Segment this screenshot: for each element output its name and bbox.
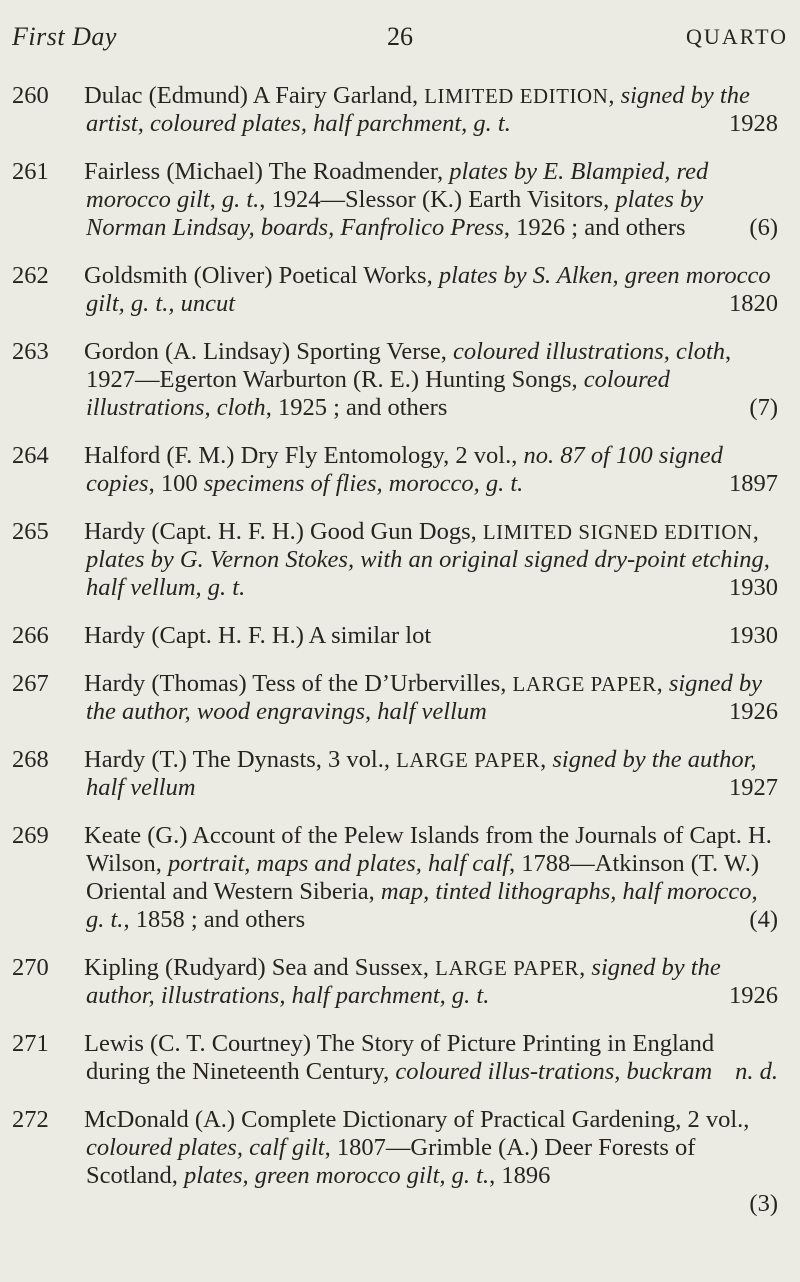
entry-date: 1926 (729, 982, 778, 1009)
entry-text-segment: coloured plates, calf gilt (86, 1134, 325, 1161)
entry-text-segment: signed by the author, wood engravings, half vellum (86, 670, 763, 725)
entry-date: 1930 (729, 622, 778, 649)
catalogue-entry (12, 338, 778, 422)
entry-description (86, 1106, 778, 1218)
lot-number: 272 (12, 1106, 49, 1133)
entry-text-segment: , 1927—Egerton Warburton (R. E.) Hunting Songs, (86, 338, 732, 393)
lot-number: 263 (12, 338, 49, 365)
entry-text-segment: coloured illustrations, cloth (453, 338, 726, 365)
entry-text-segment: Keate (G.) Account of the Pelew Islands from the Journals of Capt. H. Wilson, (84, 822, 772, 877)
entry-text-segment: no. 87 of 100 signed copies (86, 442, 723, 497)
lot-number: 270 (12, 954, 49, 981)
entry-date: (7) (749, 394, 778, 421)
entry-description (86, 1030, 778, 1086)
entry-date: 1927 (729, 774, 778, 801)
page-header (12, 22, 788, 58)
catalogue-entry (12, 158, 778, 242)
entry-text-segment: , (608, 82, 621, 109)
lot-number: 266 (12, 622, 49, 649)
catalogue-entry (12, 518, 778, 602)
entry-text-segment: , (752, 518, 759, 545)
catalogue-entry (12, 746, 778, 802)
entry-text-segment: Hardy (Capt. H. F. H.) Good Gun Dogs, (84, 518, 483, 545)
lot-number: 260 (12, 82, 49, 109)
entry-text-segment: Hardy (Capt. H. F. H.) A similar lot (84, 622, 432, 649)
entry-text-segment: map, tinted lithographs, half morocco, g. t. (86, 878, 758, 933)
catalogue-entry (12, 442, 778, 498)
entry-text-segment: , 1788—Atkinson (T. W.) Oriental and Western Siberia, (86, 850, 760, 905)
entry-date: 1897 (729, 470, 778, 497)
entry-text-segment: Lewis (C. T. Courtney) The Story of Picture Printing in England during the Nineteenth Century, (84, 1030, 715, 1085)
entry-date: 1930 (729, 574, 778, 601)
entry-text-segment: signed by the artist, coloured plates, half parchment, g. t. (86, 82, 750, 137)
entry-description (86, 338, 778, 422)
entry-text-segment: Goldsmith (Oliver) Poetical Works, (84, 262, 439, 289)
entry-text-segment: signed by the author, half vellum (86, 746, 757, 801)
entry-text-segment: portrait, maps and plates, half calf (168, 850, 510, 877)
lot-number: 262 (12, 262, 49, 289)
catalogue-entry (12, 1030, 778, 1086)
entry-text-segment: plates, green morocco gilt, g. t. (184, 1162, 490, 1189)
entry-text-segment: , 100 (148, 470, 204, 497)
entry-description (86, 518, 778, 602)
catalogue-entry (12, 670, 778, 726)
entry-text-segment: plates by G. Vernon Stokes, with an original signed dry-point etching, half vellum, g. t. (86, 546, 770, 601)
entry-text-segment: plates by S. Alken, green morocco gilt, g. t., uncut (86, 262, 771, 317)
entry-text-segment: LARGE PAPER (435, 956, 580, 980)
lot-number: 265 (12, 518, 49, 545)
entry-text-segment: specimens of flies, morocco, g. t. (203, 470, 524, 497)
entry-description (86, 746, 778, 802)
entry-description (86, 262, 778, 318)
entry-text-segment: LARGE PAPER (396, 748, 541, 772)
entry-text-segment: , 1926 ; and others (503, 214, 686, 241)
entry-text-segment: plates by E. Blampied, red morocco gilt, g. t. (86, 158, 709, 213)
lot-number: 267 (12, 670, 49, 697)
entry-description (86, 158, 778, 242)
entry-date: (6) (749, 214, 778, 241)
entry-text-segment: , 1925 ; and others (265, 394, 448, 421)
entry-text-segment: , 1896 (489, 1162, 551, 1189)
entry-text-segment: Fairless (Michael) The Roadmender, (84, 158, 450, 185)
entry-text-segment: Hardy (Thomas) Tess of the D’Urbervilles, (84, 670, 513, 697)
entry-text-segment: , (579, 954, 592, 981)
lot-number: 269 (12, 822, 49, 849)
lot-number: 261 (12, 158, 49, 185)
entry-text-segment: Halford (F. M.) Dry Fly Entomology, 2 vol., (84, 442, 524, 469)
entry-description (86, 442, 778, 498)
entry-text-segment: , 1858 ; and others (123, 906, 306, 933)
entry-text-segment: coloured illus-trations, buckram (395, 1058, 713, 1085)
catalogue-entry (12, 954, 778, 1010)
catalogue-entry (12, 82, 778, 138)
entry-text-segment: Gordon (A. Lindsay) Sporting Verse, (84, 338, 454, 365)
entry-date: 1926 (729, 698, 778, 725)
catalogue-entries (12, 82, 778, 1238)
page-number: 26 (387, 22, 413, 51)
entry-text-segment: Kipling (Rudyard) Sea and Sussex, (84, 954, 436, 981)
entry-text-segment: , 1924—Slessor (K.) Earth Visitors, (259, 186, 616, 213)
catalogue-entry (12, 622, 778, 650)
section-title: First Day (12, 22, 117, 51)
entry-description (86, 622, 778, 650)
entry-text-segment: coloured illustrations, cloth (86, 366, 670, 421)
entry-date: 1820 (729, 290, 778, 317)
entry-text-segment: , 1807—Grimble (A.) Deer Forests of Scotland, (86, 1134, 696, 1189)
entry-text-segment: plates by Norman Lindsay, boards, Fanfrolico Press (86, 186, 704, 241)
lot-number: 264 (12, 442, 49, 469)
format-label: QUARTO (686, 24, 788, 49)
entry-description (86, 82, 778, 138)
entry-text-segment: McDonald (A.) Complete Dictionary of Practical Gardening, 2 vol., (84, 1106, 750, 1133)
lot-number: 271 (12, 1030, 49, 1057)
entry-text-segment: , (540, 746, 553, 773)
entry-description (86, 670, 778, 726)
entry-date: (3) (749, 1190, 778, 1217)
catalogue-entry (12, 822, 778, 934)
entry-date: 1928 (729, 110, 778, 137)
entry-text-segment: LIMITED EDITION (424, 84, 609, 108)
entry-text-segment: signed by the author, illustrations, half parchment, g. t. (86, 954, 721, 1009)
entry-description (86, 822, 778, 934)
catalogue-entry (12, 262, 778, 318)
entry-text-segment: Dulac (Edmund) A Fairy Garland, (84, 82, 425, 109)
entry-description (86, 954, 778, 1010)
entry-date: n. d. (735, 1058, 778, 1085)
catalogue-entry (12, 1106, 778, 1218)
entry-text-segment: LIMITED SIGNED EDITION (482, 520, 753, 544)
entry-text-segment: LARGE PAPER (512, 672, 657, 696)
entry-text-segment: , (656, 670, 669, 697)
lot-number: 268 (12, 746, 49, 773)
entry-text-segment: Hardy (T.) The Dynasts, 3 vol., (84, 746, 397, 773)
entry-date: (4) (749, 906, 778, 933)
